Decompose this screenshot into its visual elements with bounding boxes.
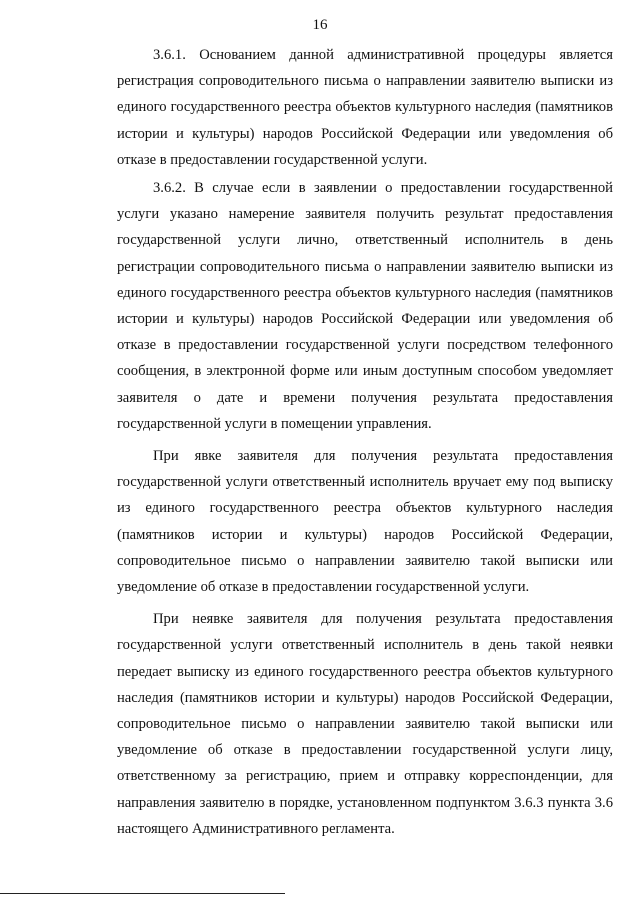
paragraph-3-6-1: 3.6.1. Основанием данной административной процедуры является регистрация сопроводительного письма о направлении заявителю выписки из единого государственного реестра объектов культурного наследия (памятников истории и культуры) народов Российской Федерации или уведомления об отказе в предоставлении государственной услуги. — [117, 47, 613, 168]
document-body — [117, 42, 613, 842]
paragraph-non-appearance: При неявке заявителя для получения результата предоставления государственной услуги ответственный исполнитель в день такой неявки передает выписку из единого государственного реестра объектов культурного наследия (памятников истории и культуры) народов Российской Федерации, сопроводительное письмо о направлении заявителю такой выписки или уведомление об отказе в предоставлении государственной услуги лицу, ответственному за регистрацию, прием и отправку корреспонденции, для направления заявителю в порядке, установленном подпунктом 3.6.3 пункта 3.6 настоящего Административного регламента. — [117, 611, 613, 837]
footer-rule — [0, 893, 285, 894]
paragraph-3-6-2: 3.6.2. В случае если в заявлении о предоставлении государственной услуги указано намерение заявителя получить результат предоставления государственной услуги лично, ответственный исполнитель в день регистрации сопроводительного письма о направлении заявителю выписки из единого государственного реестра объектов культурного наследия (памятников истории и культуры) народов Российской Федерации или уведомления об отказе в предоставлении государственной услуги посредством телефонного сообщения, в электронной форме или иным доступным способом уведомляет заявителя о дате и времени получения результата предоставления государственной услуги в помещении управления. — [117, 180, 613, 432]
paragraph-appearance: При явке заявителя для получения результата предоставления государственной услуги ответственный исполнитель вручает ему под выписку из единого государственного реестра объектов культурного наследия (памятников истории и культуры) народов Российской Федерации, сопроводительное письмо о направлении заявителю такой выписки или уведомление об отказе в предоставлении государственной услуги. — [117, 448, 613, 596]
page-number: 16 — [312, 17, 328, 33]
